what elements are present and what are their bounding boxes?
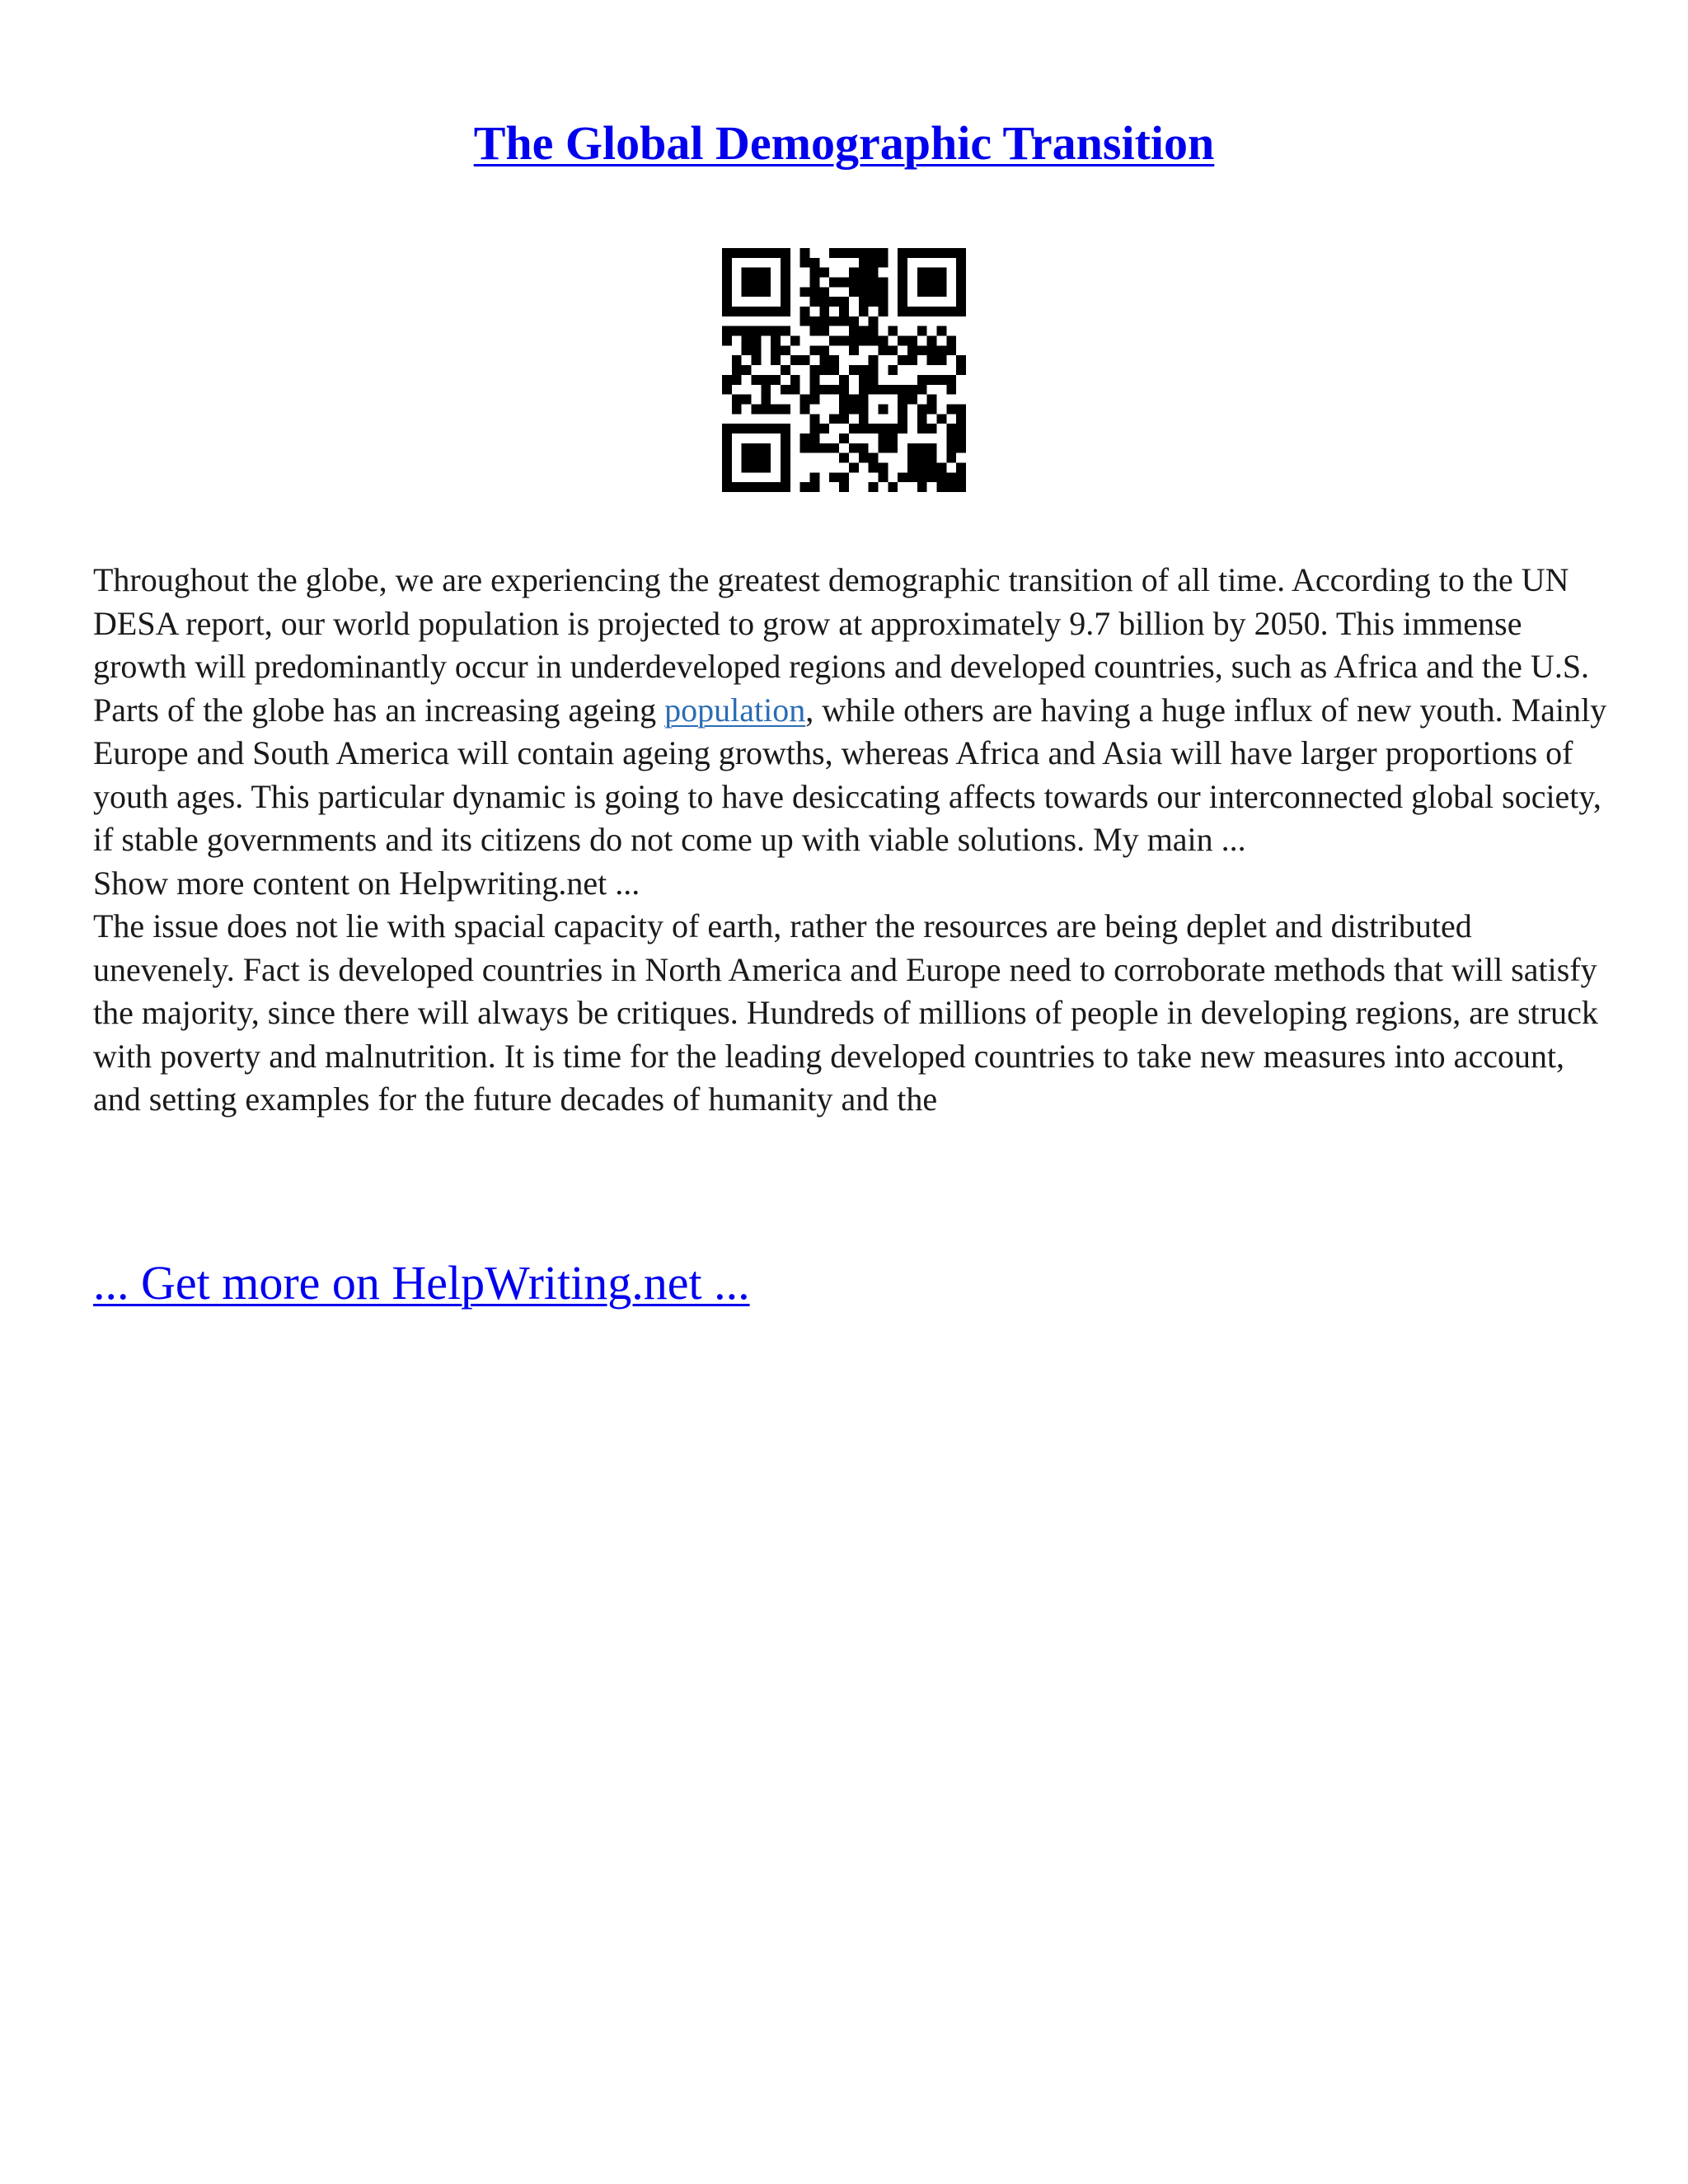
title-link[interactable]: The Global Demographic Transition — [473, 116, 1215, 170]
paragraph-1 — [93, 559, 1610, 905]
population-link[interactable]: population — [664, 691, 806, 729]
article-body — [93, 559, 1610, 1122]
get-more-link[interactable]: ... Get more on HelpWriting.net ... — [93, 1256, 750, 1310]
get-more-section — [93, 1254, 750, 1312]
page-title — [0, 114, 1688, 173]
qr-code-graphic — [722, 248, 966, 492]
paragraph-2: The issue does not lie with spacial capacity of earth, rather the resources are being deplet and distributed unevenely. Fact is developed countries in North America and Europe need to corroborate methods that will satisfy the majority, since there will always be critiques. Hundreds of millions of people in developing regions, are struck with poverty and malnutrition. It is time for the leading developed countries to take new measures into account, and setting examples for the future decades of humanity and the — [93, 907, 1598, 1118]
qr-code-icon — [722, 248, 966, 492]
paragraph-1-start: Throughout the globe, we are experiencing the greatest demographic transition of all time. According to the UN DESA report, our world population is projected to grow at approximately 9.7 billion by 2050. This immense growth will predominantly occur in underdeveloped regions and developed countries, such as Africa and the U.S. Parts of the globe has an increasing ageing — [93, 561, 1590, 729]
paragraph-1-end: , while others are having a huge influx of new youth. Mainly Europe and South America will contain ageing growths, whereas Africa and Asia will have larger proportions of youth ages. This particular dynamic is going to have desiccating affects towards our interconnected global society, if stable governments and its citizens do not come up with viable solutions. My main ... — [93, 691, 1607, 858]
show-more-text: Show more content on Helpwriting.net ... — [93, 864, 640, 902]
